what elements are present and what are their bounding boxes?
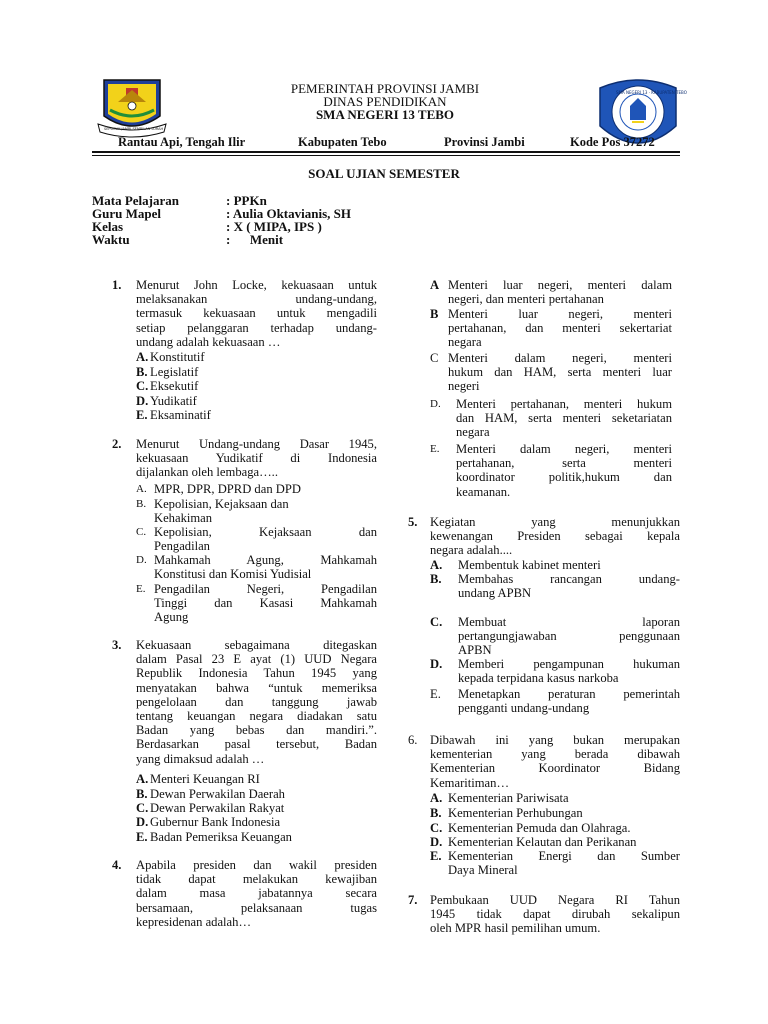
header-rule-thin [92, 155, 680, 156]
option-e[interactable]: E. Menteri dalam negeri, menteri pertahanan, serta menteri koordinator politik,hukum dan keamanan. [430, 442, 672, 499]
question-number: 2. [112, 437, 122, 451]
meta-label-class: Kelas [92, 219, 124, 234]
question-text: Dibawah ini yang bukan merupakan kementerian yang berada dibawah Kementerian Koordinator Bidang Kemaritiman… [430, 733, 680, 790]
question-number: 5. [408, 515, 418, 529]
meta-label-subject: Mata Pelajaran [92, 193, 180, 208]
option-c[interactable]: C. Kepolisian, Kejaksaan dan Pengadilan [136, 525, 377, 554]
option-a[interactable]: A Menteri luar negeri, menteri dalam negeri, dan menteri pertahanan [430, 278, 672, 307]
option-e[interactable]: E. Pengadilan Negeri, Pengadilan Tinggi dan Kasasi Mahkamah Agung [136, 582, 377, 625]
address-province: Provinsi Jambi [444, 135, 525, 149]
question-number: 3. [112, 638, 122, 652]
question-number: 1. [112, 278, 122, 292]
option-c[interactable]: C. Membuat laporan pertangungjawaban penggunaan APBN [430, 615, 680, 658]
meta-label-teacher: Guru Mapel [92, 206, 161, 221]
question-text: Menurut Undang-undang Dasar 1945, kekuasaan Yudikatif di Indonesia dijalankan oleh lembaga….. [136, 437, 377, 480]
seal-ring-text: SMA NEGERI 13 · KABUPATEN TEBO [616, 90, 687, 95]
question-text: Kegiatan yang menunjukkan kewenangan Presiden sebagai kepala negara adalah.... [430, 515, 680, 558]
meta-value-time: : Menit [226, 232, 284, 247]
question-number: 4. [112, 858, 122, 872]
option-d[interactable]: D. Menteri pertahanan, menteri hukum dan HAM, serta menteri seketariatan negara [430, 397, 672, 440]
address-street: Rantau Api, Tengah Ilir [118, 135, 246, 149]
meta-value-class: : X ( MIPA, IPS ) [226, 219, 322, 234]
question-number: 7. [408, 893, 418, 907]
meta-label-time: Waktu [92, 232, 130, 247]
header-rule-thick [92, 151, 680, 153]
crest-ribbon-text: SEPUCUK JAMBI SEMBILAN LURAH [104, 127, 164, 131]
option-b[interactable]: B Menteri luar negeri, menteri pertahanan, dan menteri sekertariat negara [430, 307, 672, 350]
option-e[interactable]: E. Menetapkan peraturan pemerintah pengganti undang-undang [430, 687, 680, 716]
meta-value-subject: : PPKn [226, 193, 267, 208]
header-line-3: SMA NEGERI 13 TEBO [315, 107, 455, 122]
question-text: Pembukaan UUD Negara RI Tahun 1945 tidak dapat dirubah sekalipun oleh MPR hasil pemilihan umum. [430, 893, 680, 936]
address-regency: Kabupaten Tebo [298, 135, 387, 149]
header-line-2: DINAS PENDIDIKAN [323, 94, 447, 109]
question-text: Apabila presiden dan wakil presiden tidak dapat melakukan kewajiban dalam masa jabatannya secara bersamaan, pelaksanaan tugas kepresidenan adalah… [136, 858, 377, 929]
option-c[interactable]: C Menteri dalam negeri, menteri hukum dan HAM, serta menteri luar negeri [430, 351, 672, 394]
option-e[interactable]: E. Kementerian Energi dan Sumber Daya Mineral [430, 849, 680, 878]
question-text: Kekuasaan sebagaimana ditegaskan dalam Pasal 23 E ayat (1) UUD Negara Republik Indonesia Tahun 1945 yang menyatakan bahwa “untuk memeriksa pengelolaan dan tanggung jawab tentang keuangan negara diadakan satu Badan yang bebas dan mandiri.”. Berdasarkan pasal tersebut, Badan yang dimaksud adalah … [136, 638, 377, 766]
question-number: 6. [408, 733, 418, 747]
jambi-crest-logo [96, 76, 168, 140]
question-text: Menurut John Locke, kekuasaan untuk melaksanakan undang-undang, termasuk kekuasaan untuk mengadili setiap pelanggaran terhadap undang- undang adalah kekuasaan … [136, 278, 377, 349]
address-postcode: Kode Pos 37272 [570, 135, 655, 149]
option-d[interactable]: D. Memberi pengampunan hukuman kepada terpidana kasus narkoba [430, 657, 680, 686]
meta-value-teacher: : Aulia Oktavianis, SH [226, 206, 351, 221]
option-d[interactable]: D. Mahkamah Agung, Mahkamah Konstitusi dan Komisi Yudisial [136, 553, 377, 582]
option-b[interactable]: B. Membahas rancangan undang- undang APBN [430, 572, 680, 601]
header-line-1: PEMERINTAH PROVINSI JAMBI [290, 81, 480, 96]
option-b[interactable]: B. Kepolisian, Kejaksaan dan Kehakiman [136, 497, 289, 526]
document-title: SOAL UJIAN SEMESTER [308, 166, 460, 181]
